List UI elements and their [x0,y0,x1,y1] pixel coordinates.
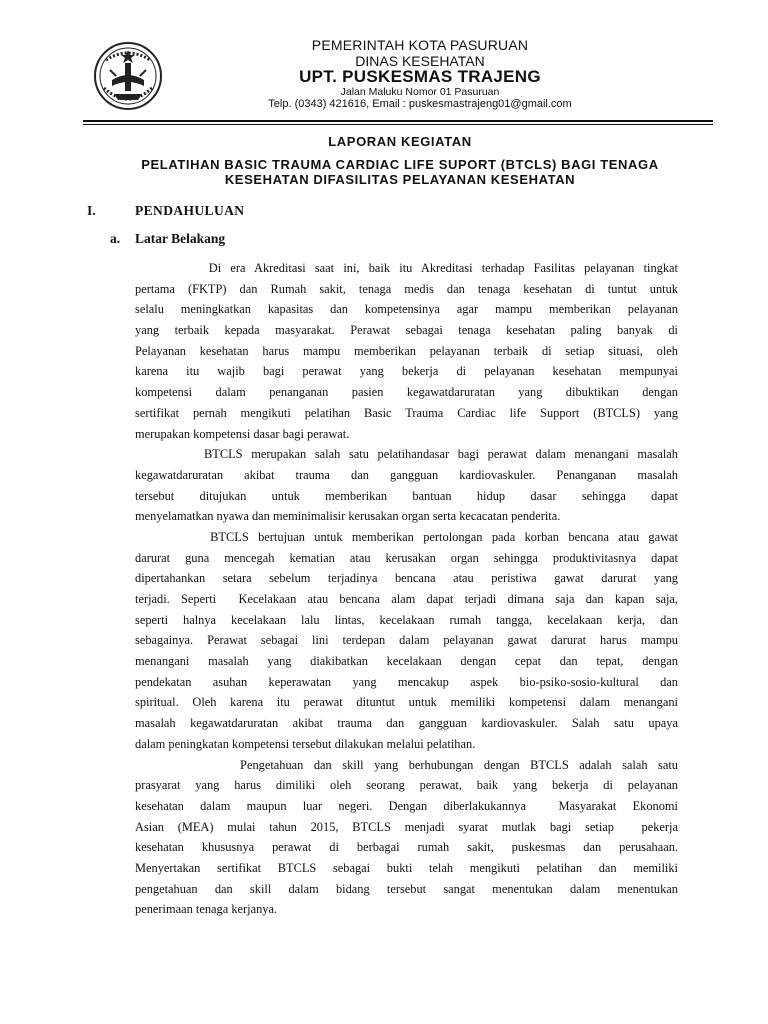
paragraph [135,755,678,921]
paragraph-line: pertama (FKTP) dan Rumah sakit, tenaga medis dan tenaga kesehatan di tuntut untuk [135,281,678,296]
paragraph-line: darurat guna mencegah kematian atau kerusakan organ sehingga produktivitasnya dapat [135,550,678,565]
letterhead-divider-thin [83,124,713,125]
paragraph-line: karena itu wajib bagi perawat yang bekerja di pelayanan kesehatan mempunyai [135,364,678,379]
paragraph-line: menangani masalah yang diakibatkan kecelakaan dengan cepat dan tepat, dengan [135,654,678,669]
letterhead-department: DINAS KESEHATAN [355,53,485,69]
section-number: I. [87,203,96,218]
paragraph-line: pendekatan asuhan keperawatan yang mencakup aspek bio-psiko-sosio-kultural dan [135,674,678,689]
report-title-line-2: KESEHATAN DIFASILITAS PELAYANAN KESEHATAN [224,172,576,187]
paragraph-line: Pelayanan kesehatan harus mampu memberikan pelayanan terbaik di setiap situasi, oleh [135,343,678,358]
paragraph-line: dipertahankan setara sebelum terjadinya bencana atau peristiwa gawat darurat yang [135,571,678,586]
letterhead-divider-thick [83,120,713,122]
paragraph-line: terjadi. Seperti Kecelakaan atau bencana alam dapat terjadi dimana saja dan kapan saja, [135,592,678,606]
paragraph-line: kegawatdaruratan akibat trauma dan gangguan kardiovaskuler. Penanganan masalah [135,467,678,482]
paragraph-line: kesehatan dalam maupun luar negeri. Dengan diberlakukannya Masyarakat Ekonomi [135,798,678,813]
paragraph [135,444,678,527]
kota-pasuruan-emblem-icon [92,36,164,116]
letterhead-government: PEMERINTAH KOTA PASURUAN [311,37,529,53]
paragraph-line: menyelamatkan nyawa dan meminimalisir kerusakan organ serta kecacatan penderita. [135,509,561,524]
paragraph-line: masalah kegawatdaruratan akibat trauma dan gangguan kardiovaskuler. Salah satu upaya [135,716,678,731]
paragraph-line: spiritual. Oleh karena itu perawat dituntut untuk memiliki kompetensi dalam menangani [135,695,678,710]
paragraph-line: seperti halnya kecelakaan lalu lintas, kecelakaan rumah tangga, kecelakaan kerja, dan [135,612,678,627]
report-heading: LAPORAN KEGIATAN [328,134,472,149]
paragraph-line: Menyertakan sertifikat BTCLS sebagai bukti telah mengikuti pelatihan dan memiliki [135,860,678,875]
paragraph-line: sertifikat pernah mengikuti pelatihan Basic Trauma Cardiac life Support (BTCLS) yang [135,405,678,420]
paragraph-line: Asian (MEA) mulai tahun 2015, BTCLS menjadi syarat mutlak bagi setiap pekerja [135,819,678,834]
section-title: PENDAHULUAN [135,203,245,218]
body-text [135,258,678,920]
paragraph-line: BTCLS bertujuan untuk memberikan pertolongan pada korban bencana atau gawat [135,529,678,544]
subsection-title: Latar Belakang [135,231,226,246]
paragraph-line: kompetensi dalam penanganan pasien kegawatdaruratan yang dibuktikan dengan [135,385,678,400]
paragraph-line: penerimaan tenaga kerjanya. [135,902,278,917]
letterhead-institution: UPT. PUSKESMAS TRAJENG [299,67,541,86]
subsection-number: a. [110,231,121,246]
paragraph-line: dalam peningkatan kompetensi tersebut dilakukan melalui pelatihan. [135,736,476,751]
paragraph-line: yang terbaik kepada masyarakat. Perawat sebagai tenaga kesehatan paling banyak di [135,323,678,338]
paragraph-line: prasyarat yang harus dimiliki oleh seorang perawat, baik yang bekerja di pelayanan [135,778,678,793]
paragraph-line: Pengetahuan dan skill yang berhubungan dengan BTCLS adalah salah satu [135,757,678,772]
paragraph-line: merupakan kompetensi dasar bagi perawat. [135,426,350,441]
report-title-line-1: PELATIHAN BASIC TRAUMA CARDIAC LIFE SUPORT (BTCLS) BAGI TENAGA [141,157,659,172]
paragraph-line: BTCLS merupakan salah satu pelatihandasar bagi perawat dalam menangani masalah [135,447,678,462]
paragraph [135,258,678,444]
city-emblem-logo [92,36,164,116]
letterhead-address: Jalan Maluku Nomor 01 Pasuruan [340,86,500,98]
paragraph-line: kesehatan khususnya perawat di berbagai rumah sakit, puskesmas dan perusahaan. [135,840,678,855]
letterhead-contact: Telp. (0343) 421616, Email : puskesmastrajeng01@gmail.com [268,98,572,110]
paragraph-line: Di era Akreditasi saat ini, baik itu Akreditasi terhadap Fasilitas pelayanan tingkat [135,261,678,275]
paragraph-line: tersebut ditujukan untuk memberikan bantuan hidup dasar sehingga dapat [135,488,678,503]
paragraph-line: sebagainya. Perawat sebagai lini terdepan dalam pelayanan gawat darurat harus mampu [135,633,678,648]
paragraph-line: selalu meningkatkan kapasitas dan kompetensinya agar mampu memberikan pelayanan [135,302,678,317]
paragraph-line: pengetahuan dan skill dalam bidang tersebut sangat menentukan dalam menentukan [135,881,678,896]
paragraph [135,527,678,755]
